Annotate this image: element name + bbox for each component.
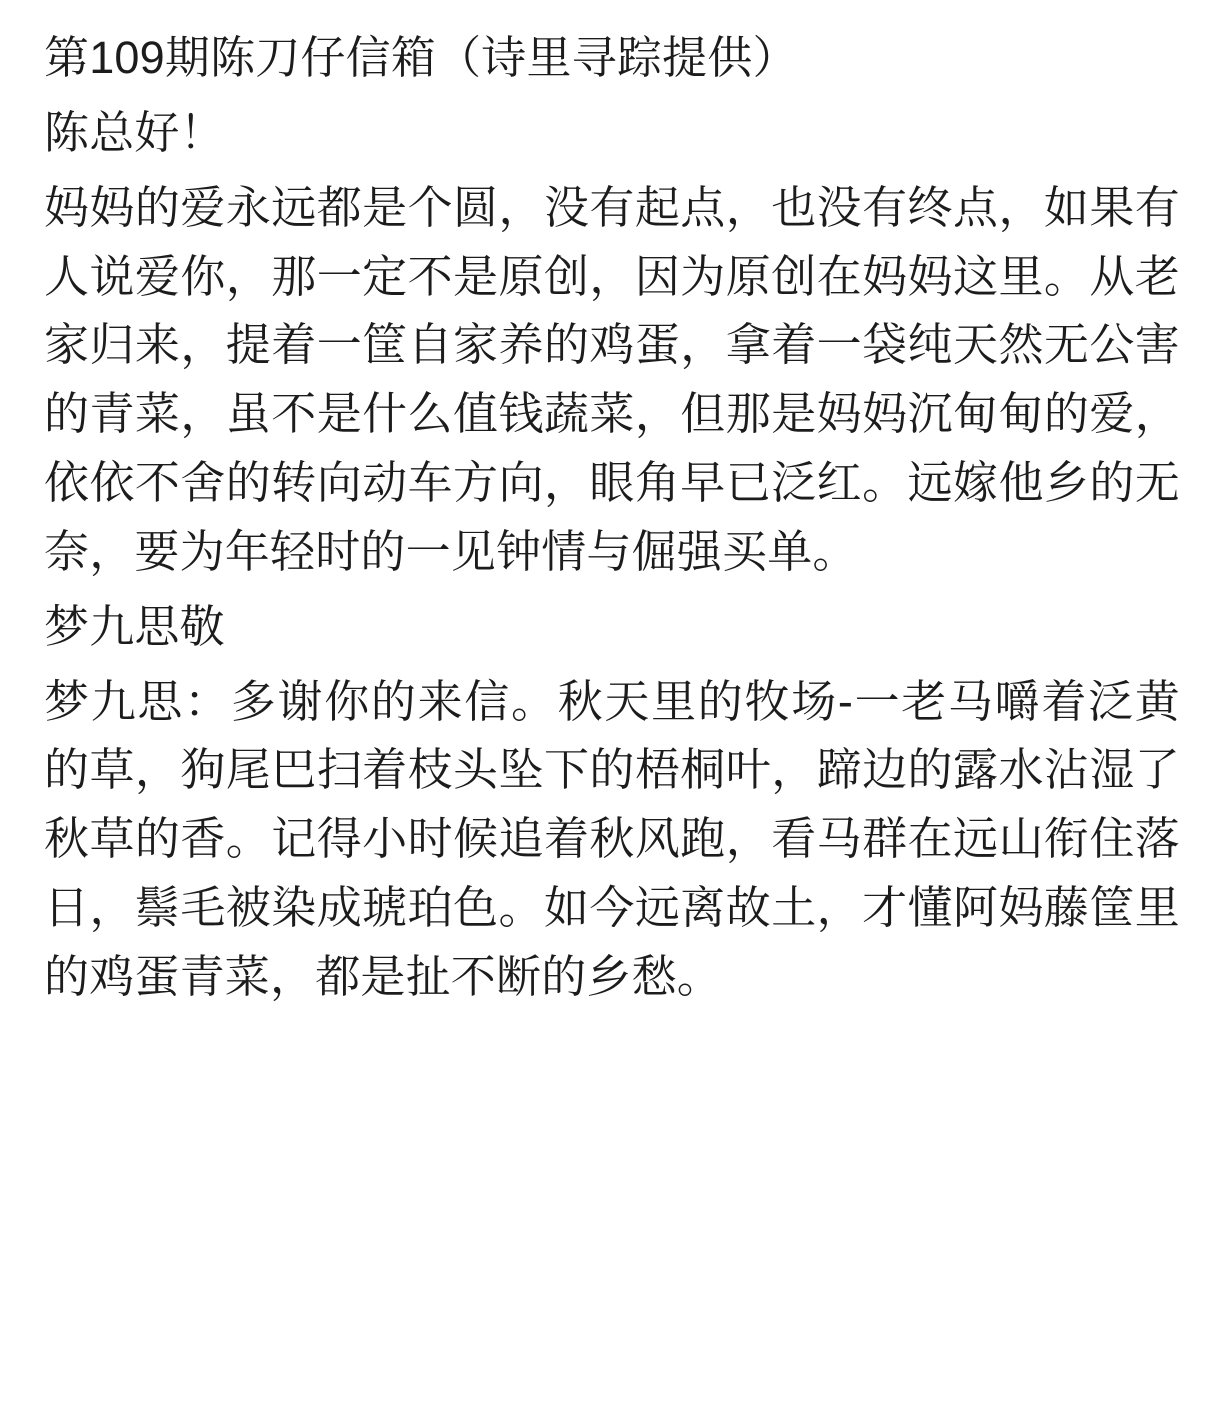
reply-paragraph: 梦九思：多谢你的来信。秋天里的牧场-一老马嚼着泛黄的草，狗尾巴扫着枝头坠下的梧桐叶，蹄边的露水沾湿了秋草的香。记得小时候追着秋风跑，看马群在远山衔住落日，鬃毛被染成琥珀色。如今远离故土，才懂阿妈藤筐里的鸡蛋青菜，都是扯不断的乡愁。 — [44, 675, 1180, 1002]
letter-paragraph: 妈妈的爱永远都是个圆，没有起点，也没有终点，如果有人说爱你，那一定不是原创，因为原创在妈妈这里。从老家归来，提着一筐自家养的鸡蛋，拿着一袋纯天然无公害的青菜，虽不是什么值钱蔬菜，但那是妈妈沉甸甸的爱，依依不舍的转向动车方向，眼角早已泛红。远嫁他乡的无奈，要为年轻时的一见钟情与倔强买单。 — [44, 181, 1180, 577]
signature: 梦九思敬 — [44, 600, 225, 652]
salutation: 陈总好！ — [44, 106, 225, 158]
letter-body — [44, 24, 1180, 1012]
document-title: 第109期陈刀仔信箱（诗里寻踪提供） — [44, 32, 798, 83]
